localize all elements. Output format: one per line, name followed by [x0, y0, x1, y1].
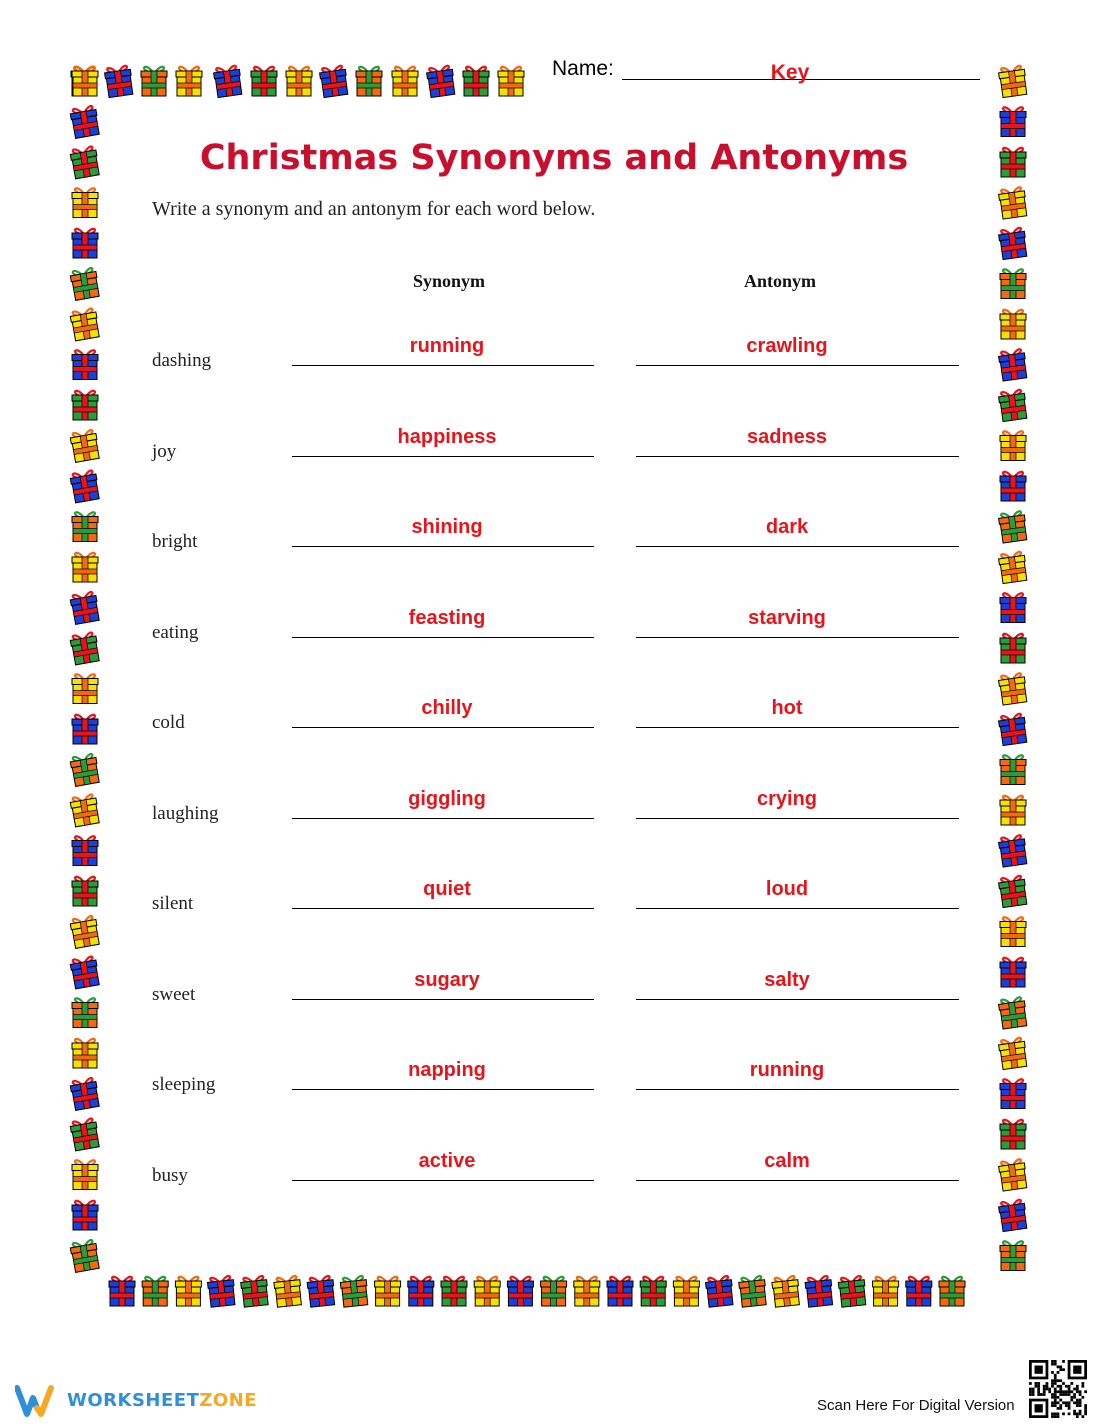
antonym-answer-line[interactable]	[636, 637, 959, 638]
prompt-word: sleeping	[152, 1074, 216, 1095]
gift-box-icon	[1000, 148, 1026, 177]
antonym-answer-line[interactable]	[636, 999, 959, 1000]
synonym-answer: quiet	[423, 878, 471, 900]
antonym-answer: sadness	[746, 426, 828, 448]
gift-box-icon	[738, 1276, 767, 1308]
antonym-answer: starving	[748, 607, 826, 629]
qr-code-icon[interactable]	[1029, 1360, 1087, 1418]
antonym-answer: crying	[756, 788, 818, 810]
gift-box-icon	[307, 1276, 336, 1308]
antonym-answer: crawling	[746, 335, 828, 357]
gift-box-icon	[213, 65, 243, 98]
worksheet-row	[0, 323, 1100, 383]
antonym-answer-line[interactable]	[636, 727, 959, 728]
worksheet-row	[0, 685, 1100, 745]
worksheet-row	[0, 866, 1100, 926]
synonym-answer-line[interactable]	[292, 456, 594, 457]
gift-box-icon	[70, 146, 101, 179]
gift-box-icon	[70, 470, 101, 503]
synonym-answer: happiness	[397, 426, 497, 448]
gift-box-icon	[474, 1277, 500, 1306]
synonym-answer: active	[418, 1150, 476, 1172]
antonym-answer-line[interactable]	[636, 456, 959, 457]
gift-box-icon	[873, 1277, 899, 1306]
gift-box-icon	[340, 1276, 369, 1308]
gift-box-icon	[541, 1277, 567, 1306]
worksheet-row	[0, 504, 1100, 564]
prompt-word: eating	[152, 622, 199, 643]
synonym-answer-line[interactable]	[292, 1089, 594, 1090]
worksheet-row	[0, 1138, 1100, 1198]
prompt-word: joy	[152, 441, 177, 462]
gift-box-icon	[906, 1277, 932, 1306]
gift-box-icon	[356, 67, 382, 96]
gift-box-icon	[507, 1277, 533, 1306]
antonym-answer-line[interactable]	[636, 546, 959, 547]
gift-box-icon	[273, 1276, 302, 1308]
synonym-answer: shining	[411, 516, 483, 538]
name-value: Key	[770, 61, 810, 84]
gift-box-icon	[72, 67, 98, 96]
gift-box-icon	[939, 1277, 965, 1306]
gift-box-icon	[109, 1277, 135, 1306]
synonym-answer: running	[409, 335, 485, 357]
gift-box-icon	[426, 65, 456, 98]
gift-box-icon	[72, 188, 98, 217]
gift-box-icon	[142, 1277, 168, 1306]
prompt-word: bright	[152, 531, 198, 552]
gift-box-icon	[574, 1277, 600, 1306]
synonym-answer-line[interactable]	[292, 818, 594, 819]
gift-box-icon	[408, 1277, 434, 1306]
gift-box-icon	[70, 105, 101, 138]
gift-box-icon	[175, 1277, 201, 1306]
antonym-answer: dark	[765, 516, 809, 538]
page-title: Christmas Synonyms and Antonyms	[199, 138, 909, 178]
gift-box-icon	[375, 1277, 401, 1306]
instructions: Write a synonym and an antonym for each word below.	[152, 198, 596, 220]
gift-box-icon	[673, 1277, 699, 1306]
synonym-answer-line[interactable]	[292, 637, 594, 638]
gift-box-icon	[463, 67, 489, 96]
gift-box-icon	[998, 65, 1028, 98]
gift-box-icon	[72, 1201, 98, 1230]
synonym-answer-line[interactable]	[292, 546, 594, 547]
gift-box-icon	[72, 229, 98, 258]
gift-box-icon	[141, 67, 167, 96]
gift-box-icon	[771, 1276, 800, 1308]
worksheet-row	[0, 957, 1100, 1017]
gift-box-icon	[70, 1239, 101, 1272]
antonym-answer: calm	[764, 1150, 810, 1172]
prompt-word: dashing	[152, 350, 212, 371]
synonym-answer-line[interactable]	[292, 727, 594, 728]
synonym-answer-line[interactable]	[292, 999, 594, 1000]
gift-box-icon	[176, 67, 202, 96]
brand-name-part2: ZONE	[199, 1390, 258, 1411]
scan-text: Scan Here For Digital Version	[817, 1397, 1015, 1414]
antonym-answer: hot	[771, 697, 803, 719]
gift-box-icon	[207, 1276, 236, 1308]
synonym-answer: giggling	[408, 788, 486, 810]
gift-box-icon	[805, 1276, 834, 1308]
gift-box-icon	[998, 835, 1028, 868]
gift-box-icon	[838, 1276, 867, 1308]
antonym-answer: loud	[765, 878, 809, 900]
antonym-column-header: Antonym	[743, 271, 816, 291]
synonym-answer-line[interactable]	[292, 908, 594, 909]
gift-box-icon	[1000, 472, 1026, 501]
gift-box-icon	[607, 1277, 633, 1306]
gift-box-icon	[104, 65, 134, 98]
brand-name-part1: WORKSHEET	[67, 1390, 200, 1411]
gift-box-icon	[240, 1276, 269, 1308]
gift-box-icon	[705, 1276, 734, 1308]
worksheet-row	[0, 776, 1100, 836]
synonym-answer-line[interactable]	[292, 1180, 594, 1181]
brand-name	[67, 1390, 257, 1411]
antonym-answer-line[interactable]	[636, 908, 959, 909]
gift-box-icon	[441, 1277, 467, 1306]
antonym-answer-line[interactable]	[636, 1089, 959, 1090]
prompt-word: silent	[152, 893, 194, 914]
synonym-answer: sugary	[414, 969, 480, 991]
gift-box-icon	[1000, 107, 1026, 136]
gift-box-icon	[498, 67, 524, 96]
synonym-answer: napping	[408, 1059, 486, 1081]
prompt-word: cold	[152, 712, 185, 733]
worksheet-row	[0, 595, 1100, 655]
synonym-answer-line[interactable]	[292, 365, 594, 366]
prompt-word: sweet	[152, 984, 196, 1005]
prompt-word: busy	[152, 1165, 188, 1186]
synonym-answer: chilly	[421, 697, 473, 719]
gift-box-icon	[998, 1199, 1028, 1232]
gift-box-icon	[1000, 269, 1026, 298]
gift-box-icon	[392, 67, 418, 96]
gift-box-icon	[251, 67, 277, 96]
gift-box-icon	[640, 1277, 666, 1306]
antonym-answer: salty	[764, 969, 810, 991]
antonym-answer: running	[749, 1059, 825, 1081]
name-label: Name:	[552, 57, 614, 80]
gift-box-icon	[70, 267, 101, 300]
worksheetzone-logo	[15, 1384, 265, 1418]
worksheet-row	[0, 414, 1100, 474]
synonym-answer: feasting	[408, 607, 486, 629]
gift-box-icon	[1000, 1241, 1026, 1270]
antonym-answer-line[interactable]	[636, 365, 959, 366]
w-logo-icon	[15, 1384, 59, 1418]
antonym-answer-line[interactable]	[636, 818, 959, 819]
gift-box-icon	[998, 187, 1028, 220]
worksheet-row	[0, 1047, 1100, 1107]
gift-box-icon	[72, 836, 98, 865]
gift-box-icon	[286, 67, 312, 96]
antonym-answer-line[interactable]	[636, 1180, 959, 1181]
synonym-column-header: Synonym	[412, 271, 486, 291]
prompt-word: laughing	[152, 803, 219, 824]
gift-box-icon	[319, 65, 349, 98]
gift-box-icon	[998, 227, 1028, 260]
